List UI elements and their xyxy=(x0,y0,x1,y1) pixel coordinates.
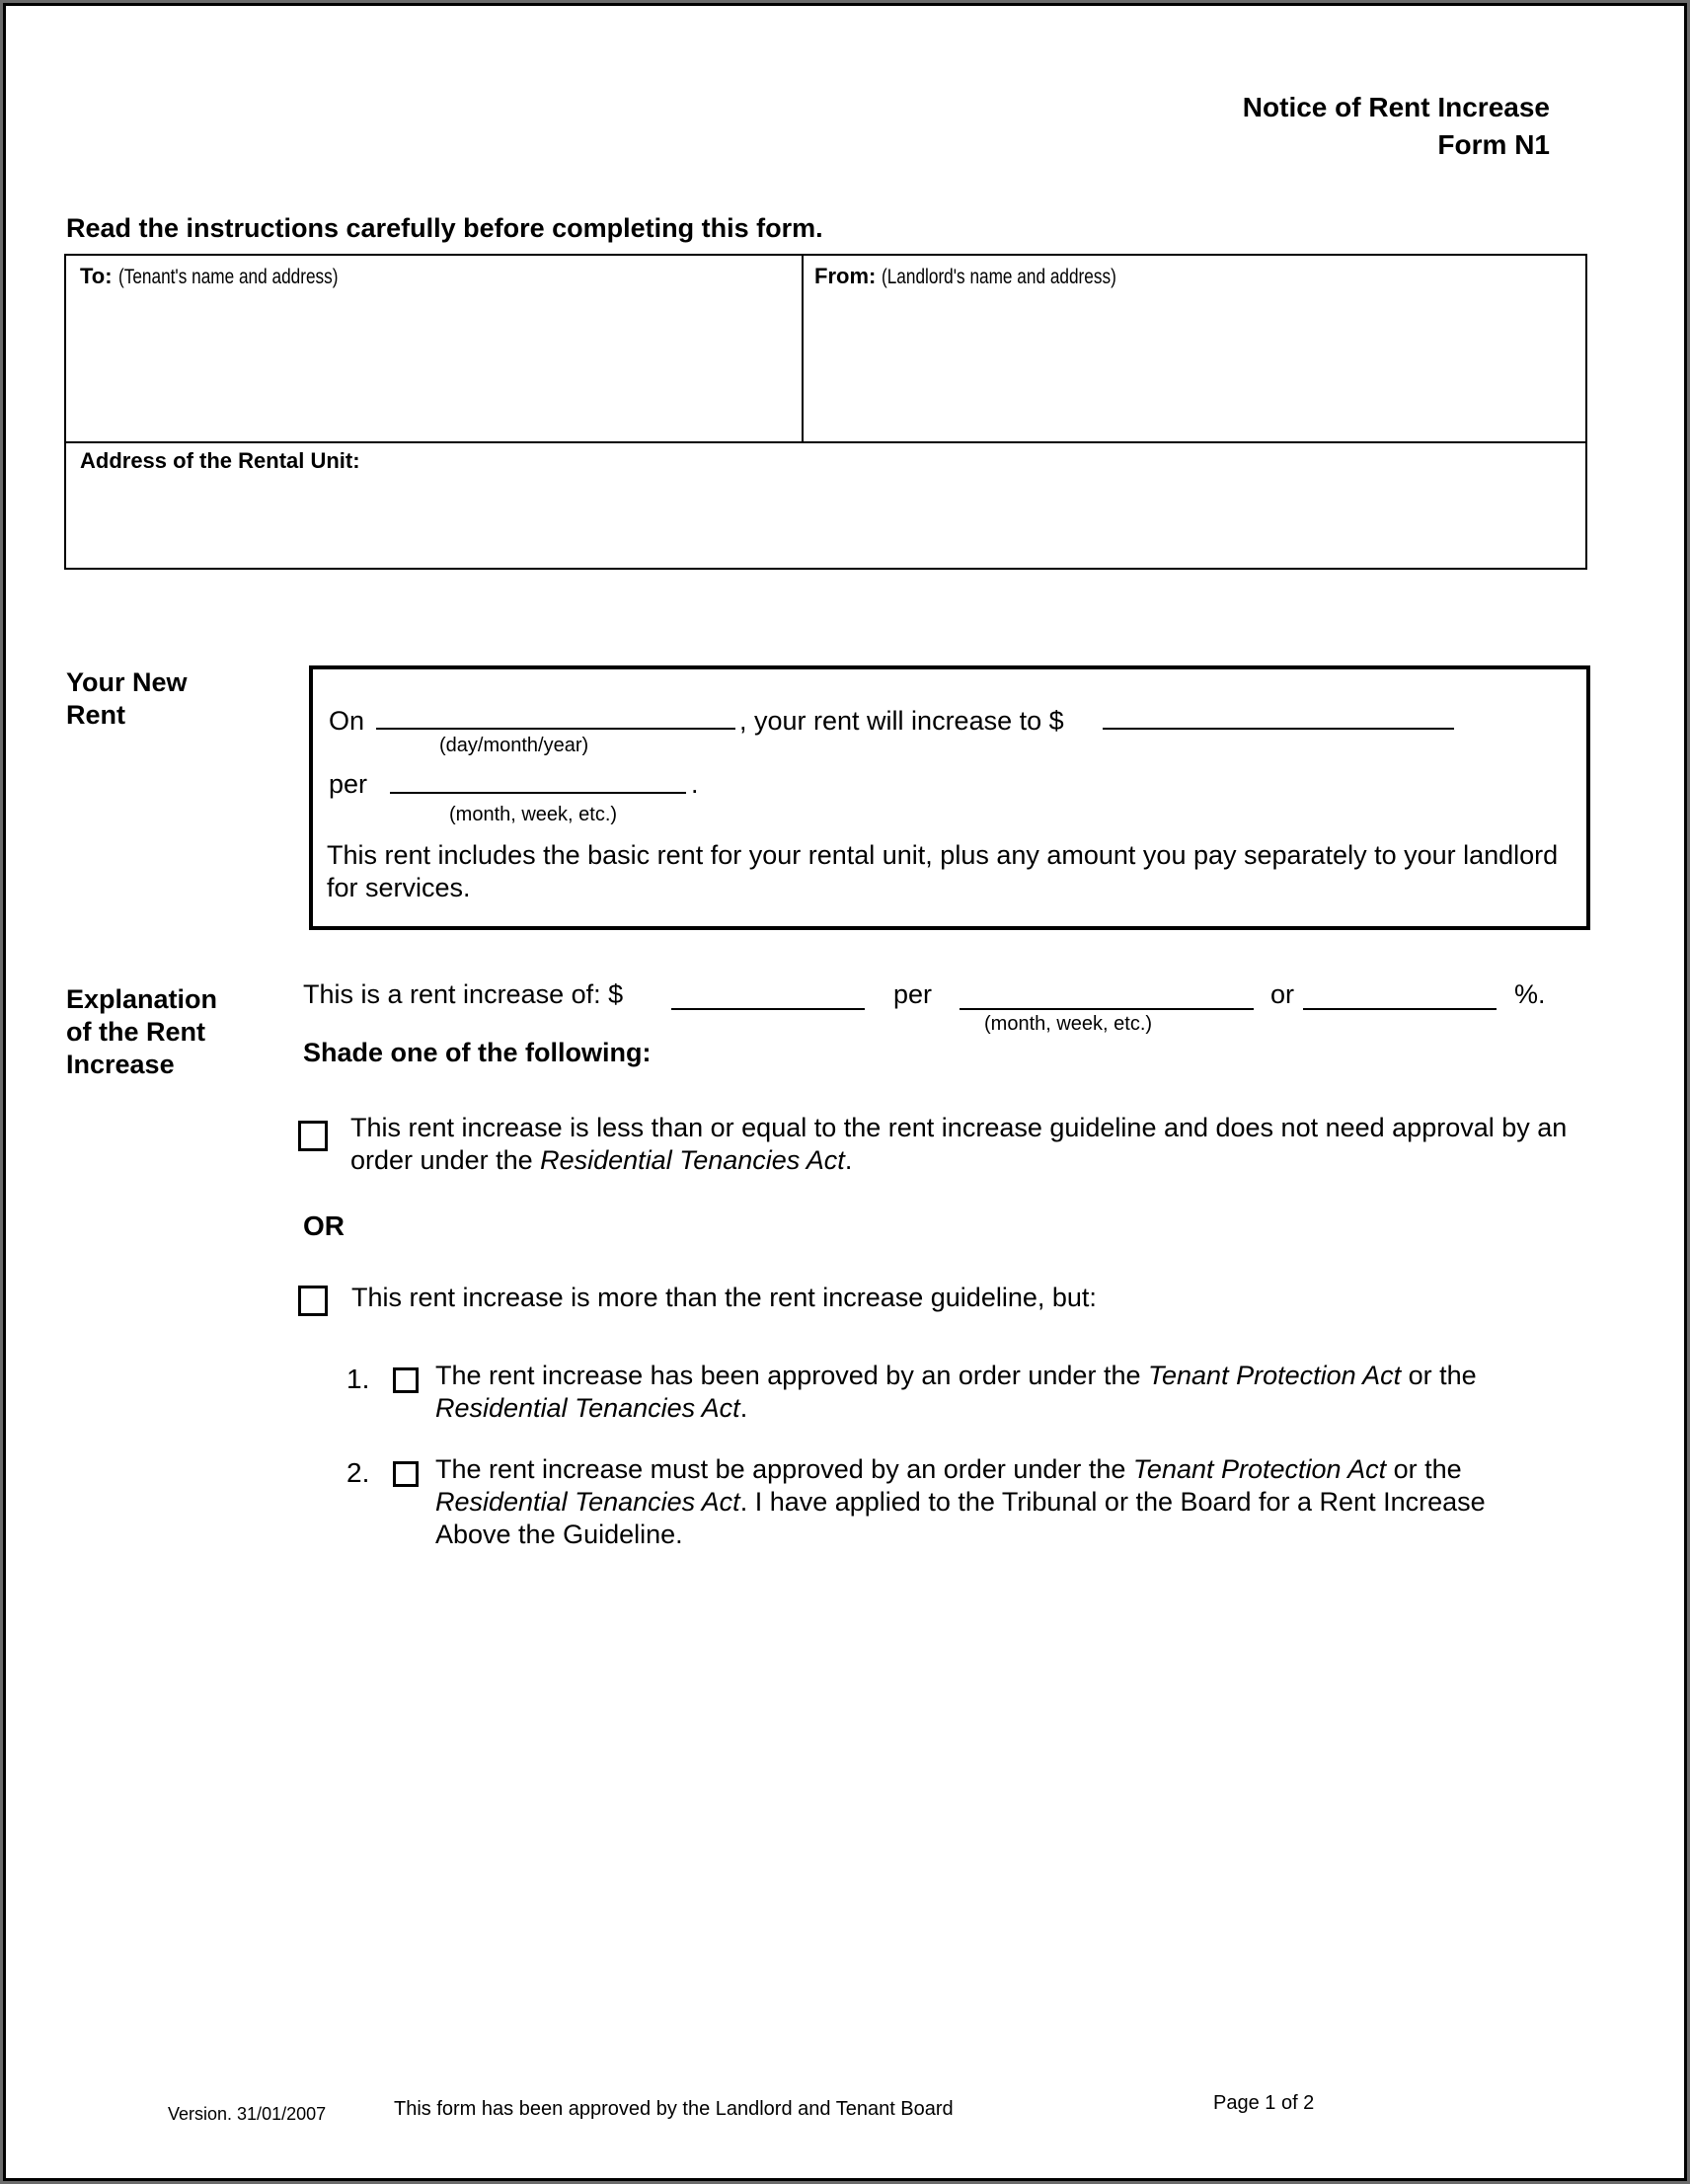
footer-page-number: Page 1 of 2 xyxy=(1213,2092,1315,2114)
sub-option-1-number: 1. xyxy=(346,1364,370,1394)
explanation-label-line2: of the Rent xyxy=(66,1017,205,1047)
option-2-checkbox[interactable] xyxy=(298,1286,328,1316)
sub-option-1-text-c: . xyxy=(739,1393,748,1423)
option-1-text-a: This rent increase is less than or equal to the rent increase guideline and does not need approval by an order under the xyxy=(350,1113,1568,1175)
to-field[interactable] xyxy=(80,264,386,289)
increase-percent-input[interactable] xyxy=(1303,1008,1497,1010)
from-hint: (Landlord's name and address) xyxy=(882,266,1117,288)
explanation-period-hint: (month, week, etc.) xyxy=(984,1013,1153,1035)
option-2-text: This rent increase is more than the rent increase guideline, but: xyxy=(351,1283,1097,1312)
explanation-label-line3: Increase xyxy=(66,1050,175,1079)
instructions-heading: Read the instructions carefully before completing this form. xyxy=(66,213,823,243)
to-label: To: xyxy=(80,264,113,288)
increase-amount-input[interactable] xyxy=(671,1008,865,1010)
explanation-label-line1: Explanation xyxy=(66,984,218,1014)
sub-option-1-text-b: or the xyxy=(1401,1361,1477,1390)
new-rent-amount-input[interactable] xyxy=(1103,728,1454,730)
option-1-text xyxy=(350,1112,1584,1177)
from-field[interactable] xyxy=(814,264,1168,289)
form-id: Form N1 xyxy=(1437,129,1550,160)
or-label: or xyxy=(1270,979,1295,1009)
or-separator: OR xyxy=(303,1210,345,1241)
footer-version: Version. 31/01/2007 xyxy=(168,2104,327,2124)
new-rent-label-line2: Rent xyxy=(66,700,125,730)
sub-option-1-text xyxy=(435,1360,1571,1425)
rent-period-input[interactable] xyxy=(390,792,686,794)
sub-option-2-checkbox[interactable] xyxy=(393,1461,419,1487)
option-1-act-name: Residential Tenancies Act xyxy=(540,1145,845,1175)
new-rent-box xyxy=(309,665,1590,930)
sub-option-2-text-b: or the xyxy=(1386,1454,1462,1484)
sub-option-1-act-1: Tenant Protection Act xyxy=(1147,1361,1402,1390)
form-title xyxy=(1243,89,1550,164)
parties-box xyxy=(64,254,1587,570)
shade-instruction: Shade one of the following: xyxy=(303,1038,652,1067)
new-rent-label-line1: Your New xyxy=(66,667,188,697)
sub-option-2-text-c: . I have applied to the Tribunal or the Board for a Rent Increase Above the Guideline. xyxy=(435,1487,1486,1549)
percent-suffix: %. xyxy=(1514,979,1546,1009)
sub-option-1-checkbox[interactable] xyxy=(393,1367,419,1393)
sub-option-2-number: 2. xyxy=(346,1457,370,1488)
per-label: per xyxy=(329,769,368,799)
explanation-per-label: per xyxy=(893,979,933,1009)
option-1-text-b: . xyxy=(844,1145,853,1175)
sub-option-2-act-1: Tenant Protection Act xyxy=(1132,1454,1387,1484)
from-label: From: xyxy=(814,264,877,288)
increase-period-input[interactable] xyxy=(960,1008,1254,1010)
date-hint: (day/month/year) xyxy=(439,735,589,756)
sub-option-2-act-2: Residential Tenancies Act xyxy=(435,1487,740,1517)
rental-unit-label: Address of the Rental Unit: xyxy=(80,448,360,473)
increase-of-label: This is a rent increase of: $ xyxy=(303,979,624,1009)
new-rent-section-label xyxy=(66,666,188,732)
sub-option-2-text-a: The rent increase must be approved by an order under the xyxy=(435,1454,1133,1484)
parties-divider-vertical xyxy=(802,256,804,443)
to-hint: (Tenant's name and address) xyxy=(117,266,339,288)
option-1-checkbox[interactable] xyxy=(298,1121,328,1151)
explanation-section-label xyxy=(66,983,217,1081)
increase-to-label: , your rent will increase to $ xyxy=(739,706,1064,736)
effective-date-input[interactable] xyxy=(376,728,735,730)
footer-approval: This form has been approved by the Landlord and Tenant Board xyxy=(394,2098,954,2120)
rental-unit-field[interactable] xyxy=(80,448,1561,557)
sub-option-2-text xyxy=(435,1453,1556,1551)
on-label: On xyxy=(329,706,365,736)
parties-divider-horizontal xyxy=(66,441,1585,443)
sub-option-1-act-2: Residential Tenancies Act xyxy=(435,1393,740,1423)
period-hint: (month, week, etc.) xyxy=(449,804,618,825)
form-title-text: Notice of Rent Increase xyxy=(1242,92,1550,122)
rent-includes-note: This rent includes the basic rent for your rental unit, plus any amount you pay separately to your landlord for services. xyxy=(327,840,1559,902)
sub-option-1-text-a: The rent increase has been approved by an order under the xyxy=(435,1361,1148,1390)
period-end: . xyxy=(691,769,699,799)
